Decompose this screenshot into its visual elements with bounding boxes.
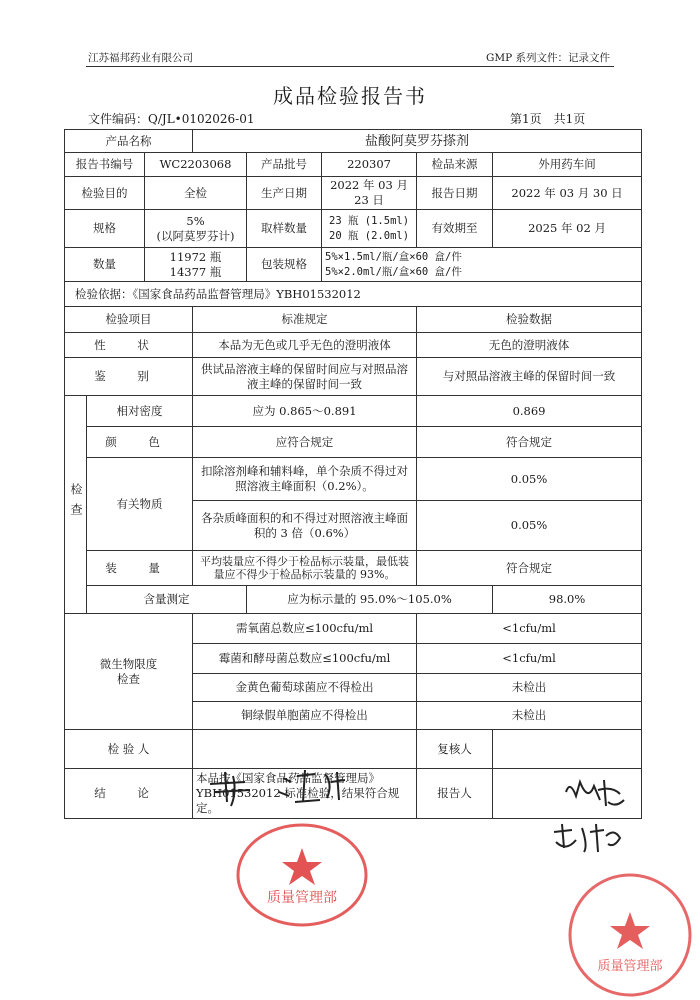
company-header: 江苏福邦药业有限公司 xyxy=(88,52,193,64)
inspector-signature xyxy=(205,762,355,812)
result-density: 0.869 xyxy=(417,396,642,427)
standard-mold: 霉菌和酵母菌总数应≤100cfu/ml xyxy=(193,644,417,674)
value-sample xyxy=(322,210,417,248)
quality-dept-stamp-left xyxy=(232,820,372,930)
label-product-name: 产品名称 xyxy=(65,130,193,153)
row-spec xyxy=(65,210,642,248)
row-related-1 xyxy=(65,458,642,501)
row-micro-aerobic xyxy=(65,614,642,644)
label-spec: 规格 xyxy=(65,210,145,248)
value-pack xyxy=(322,248,642,282)
item-appearance: 性 状 xyxy=(65,333,193,358)
item-identification: 鉴 别 xyxy=(65,358,193,396)
gmp-header: GMP 系列文件：记录文件 xyxy=(486,52,611,64)
sample-line-2: 20 瓶 (2.0ml) xyxy=(329,229,410,242)
result-related-1: 0.05% xyxy=(417,458,642,501)
result-aerobic: <1cfu/ml xyxy=(417,614,642,644)
label-batch: 产品批号 xyxy=(247,153,322,177)
standard-related-2: 各杂质峰面积的和不得过对照溶液主峰面积的 3 倍（0.6%） xyxy=(193,501,417,551)
qty-line-2: 14377 瓶 xyxy=(169,264,222,279)
value-report-no: WC2203068 xyxy=(145,153,247,177)
row-identification xyxy=(65,358,642,396)
row-density xyxy=(65,396,642,427)
row-fill xyxy=(65,551,642,586)
pack-line-2: 5%×2.0ml/瓶/盒×60 盒/件 xyxy=(325,265,462,278)
stamp-right-text: 质量管理部 xyxy=(597,959,663,974)
standard-identification: 供试品溶液主峰的保留时间应与对照品溶液主峰的保留时间一致 xyxy=(193,358,417,396)
result-fill: 符合规定 xyxy=(417,551,642,586)
row-appearance xyxy=(65,333,642,358)
header-item: 检验项目 xyxy=(65,307,193,333)
standard-appearance: 本品为无色或几乎无色的澄明液体 xyxy=(193,333,417,358)
row-column-headers xyxy=(65,307,642,333)
item-micro xyxy=(65,614,193,730)
item-assay: 含量测定 xyxy=(87,586,247,614)
page-info: 第1页 共1页 xyxy=(510,112,586,126)
item-color: 颜 色 xyxy=(87,427,193,458)
result-staph: 未检出 xyxy=(417,674,642,702)
header-divider xyxy=(86,66,614,67)
result-mold: <1cfu/ml xyxy=(417,644,642,674)
value-purpose: 全检 xyxy=(145,177,247,210)
result-pseudo: 未检出 xyxy=(417,702,642,730)
standard-aerobic: 需氧菌总数应≤100cfu/ml xyxy=(193,614,417,644)
value-prod-date: 2022 年 03 月 23 日 xyxy=(322,177,417,210)
label-source: 检品来源 xyxy=(417,153,493,177)
result-color: 符合规定 xyxy=(417,427,642,458)
test-basis: 检验依据：《国家食品药品监督管理局》YBH01532012 xyxy=(65,282,642,307)
value-product-name: 盐酸阿莫罗芬搽剂 xyxy=(193,130,642,153)
item-related: 有关物质 xyxy=(87,458,193,551)
value-expiry: 2025 年 02 月 xyxy=(493,210,642,248)
standard-pseudo: 铜绿假单胞菌应不得检出 xyxy=(193,702,417,730)
stamp-left-text: 质量管理部 xyxy=(267,890,337,906)
label-conclusion: 结 论 xyxy=(65,769,193,819)
label-report-date: 报告日期 xyxy=(417,177,493,210)
row-assay xyxy=(65,586,642,614)
micro-label-1: 微生物限度 xyxy=(99,656,158,671)
sample-line-1: 23 瓶 (1.5ml) xyxy=(329,214,410,227)
row-product-name xyxy=(65,130,642,153)
label-prod-date: 生产日期 xyxy=(247,177,322,210)
standard-fill: 平均装量应不得少于检品标示装量，最低装量应不得少于检品标示装量的 93%。 xyxy=(193,551,417,586)
standard-color: 应符合规定 xyxy=(193,427,417,458)
row-quantity xyxy=(65,248,642,282)
report-table xyxy=(64,129,642,819)
item-fill: 装 量 xyxy=(87,551,193,586)
check-group-label xyxy=(65,396,87,614)
page-title: 成品检验报告书 xyxy=(273,84,427,108)
standard-assay: 应为标示量的 95.0%～105.0% xyxy=(247,586,493,614)
standard-related-1: 扣除溶剂峰和辅料峰，单个杂质不得过对照溶液主峰面积（0.2%）。 xyxy=(193,458,417,501)
spec-line-2: (以阿莫罗芬计) xyxy=(156,228,235,243)
result-assay: 98.0% xyxy=(493,586,642,614)
micro-label-2: 检查 xyxy=(117,671,141,686)
label-purpose: 检验目的 xyxy=(65,177,145,210)
standard-density: 应为 0.865～0.891 xyxy=(193,396,417,427)
label-pack: 包装规格 xyxy=(247,248,322,282)
quality-dept-stamp-right xyxy=(565,870,695,1000)
result-appearance: 无色的澄明液体 xyxy=(417,333,642,358)
label-expiry: 有效期至 xyxy=(417,210,493,248)
item-density: 相对密度 xyxy=(87,396,193,427)
value-batch: 220307 xyxy=(322,153,417,177)
label-reporter: 报告人 xyxy=(417,769,493,819)
header-result: 检验数据 xyxy=(417,307,642,333)
label-inspector: 检 验 人 xyxy=(65,730,193,769)
pack-line-1: 5%×1.5ml/瓶/盒×60 盒/件 xyxy=(325,250,462,263)
reporter-signature xyxy=(548,818,628,858)
label-qty: 数量 xyxy=(65,248,145,282)
value-source: 外用药车间 xyxy=(493,153,642,177)
conclusion-text: 本品按《国家食品药品监督管理局》YBH01532012 标准检验，结果符合规定。 xyxy=(193,769,417,819)
row-report-no xyxy=(65,153,642,177)
label-report-no: 报告书编号 xyxy=(65,153,145,177)
label-sample: 取样数量 xyxy=(247,210,322,248)
check-group-text: 检查 xyxy=(69,482,83,523)
doc-number: 文件编码：Q/JL•0102026-01 xyxy=(88,112,255,126)
row-basis xyxy=(65,282,642,307)
spec-line-1: 5% xyxy=(186,213,205,228)
result-related-2: 0.05% xyxy=(417,501,642,551)
row-color xyxy=(65,427,642,458)
qty-line-1: 11972 瓶 xyxy=(169,249,222,264)
reviewer-signature xyxy=(560,772,630,812)
value-qty xyxy=(145,248,247,282)
value-spec xyxy=(145,210,247,248)
standard-staph: 金黄色葡萄球菌应不得检出 xyxy=(193,674,417,702)
label-reviewer: 复核人 xyxy=(417,730,493,769)
result-identification: 与对照品溶液主峰的保留时间一致 xyxy=(417,358,642,396)
value-report-date: 2022 年 03 月 30 日 xyxy=(493,177,642,210)
reviewer-signature-cell xyxy=(493,730,642,769)
header-standard: 标准规定 xyxy=(193,307,417,333)
row-purpose xyxy=(65,177,642,210)
